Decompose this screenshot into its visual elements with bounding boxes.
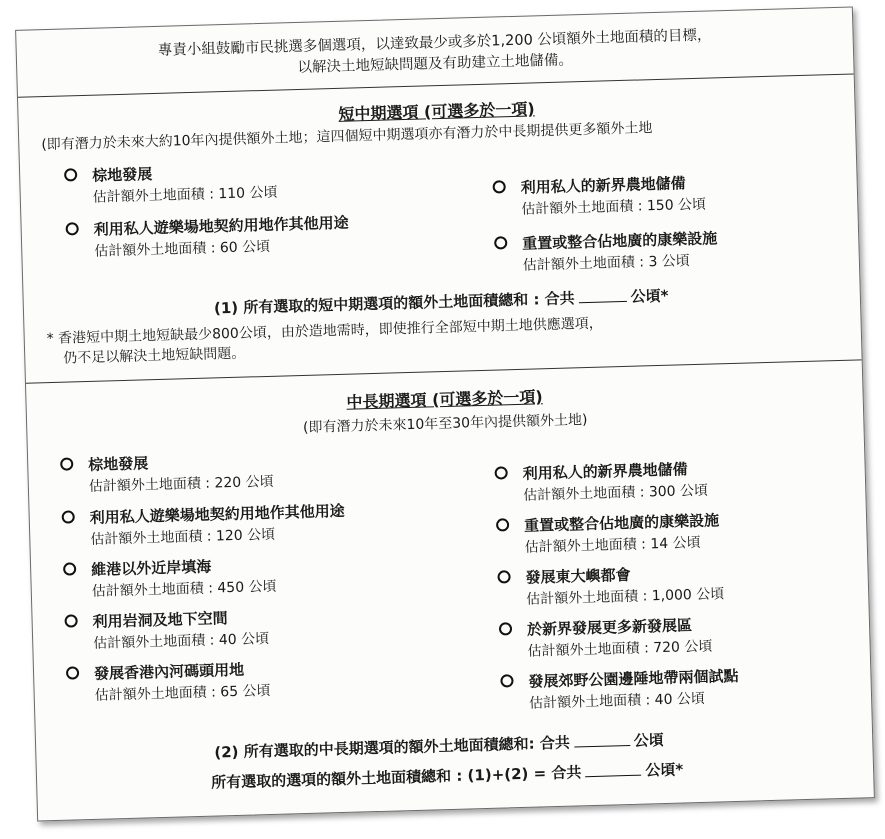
short-term-total bbox=[214, 285, 669, 319]
short-option-3[interactable] bbox=[492, 166, 874, 218]
long-term-heading: 中長期選項 (可選多於一項) bbox=[346, 387, 543, 412]
option-area: 估計額外土地面積 : 450 公頃 bbox=[91, 578, 277, 600]
long-option-5[interactable] bbox=[66, 653, 466, 704]
long-option-10[interactable] bbox=[500, 660, 875, 712]
short-term-total-blank[interactable] bbox=[578, 287, 626, 303]
long-option-1[interactable] bbox=[60, 444, 460, 495]
long-option-2[interactable] bbox=[61, 497, 461, 548]
long-option-3[interactable] bbox=[63, 549, 463, 600]
long-term-total bbox=[214, 729, 664, 763]
option-area: 估計額外土地面積 : 65 公頃 bbox=[94, 682, 271, 704]
grand-total-unit: 公頃* bbox=[645, 760, 684, 780]
short-term-subheading: (即有潛力於未來大約10年內提供額外土地；這四個短中期選項亦有潛力於中長期提供更多額外土地 bbox=[41, 120, 653, 154]
option-area: 估計額外土地面積 : 14 公頃 bbox=[524, 534, 701, 556]
radio-circle-icon[interactable] bbox=[66, 666, 79, 679]
short-term-note-line-1: * 香港短中期土地短缺最少800公頃，由於造地需時，即使推行全部短中期土地供應選項， bbox=[46, 315, 603, 348]
option-area: 估計額外土地面積 : 40 公頃 bbox=[528, 690, 706, 712]
radio-circle-icon[interactable] bbox=[64, 614, 77, 627]
radio-circle-icon[interactable] bbox=[493, 180, 506, 193]
short-term-note-line-2: 仍不足以解決土地短缺問題。 bbox=[63, 345, 246, 367]
radio-circle-icon[interactable] bbox=[499, 622, 512, 635]
short-option-4[interactable] bbox=[494, 222, 875, 274]
grand-total bbox=[211, 758, 684, 792]
form-sheet bbox=[15, 6, 875, 821]
option-area: 估計額外土地面積 : 1,000 公頃 bbox=[525, 586, 725, 608]
option-area: 估計額外土地面積 : 150 公頃 bbox=[521, 196, 707, 218]
grand-total-label: 所有選取的選項的額外土地面積總和 : (1)+(2) = 合共 bbox=[210, 763, 582, 792]
radio-circle-icon[interactable] bbox=[500, 674, 513, 687]
option-name: 重置或整合佔地廣的康樂設施 bbox=[522, 229, 718, 253]
option-name: 發展郊野公園邊陲地帶兩個試點 bbox=[528, 666, 739, 691]
option-area: 估計額外土地面積 : 720 公頃 bbox=[527, 638, 713, 660]
long-option-6[interactable] bbox=[494, 452, 874, 504]
radio-circle-icon[interactable] bbox=[496, 518, 509, 531]
option-name: 利用私人的新界農地儲備 bbox=[522, 460, 688, 483]
option-name: 發展東大嶼都會 bbox=[525, 565, 631, 587]
long-term-total-blank[interactable] bbox=[574, 731, 630, 748]
option-name: 利用私人遊樂場地契約用地作其他用途 bbox=[89, 501, 345, 527]
option-name: 於新界發展更多新發展區 bbox=[526, 616, 693, 639]
option-name: 利用私人遊樂場地契約用地作其他用途 bbox=[93, 213, 349, 239]
radio-circle-icon[interactable] bbox=[494, 466, 507, 479]
long-term-total-unit: 公頃 bbox=[633, 731, 665, 750]
option-name: 維港以外近岸填海 bbox=[90, 557, 212, 579]
option-name: 重置或整合佔地廣的康樂設施 bbox=[523, 511, 720, 535]
radio-circle-icon[interactable] bbox=[497, 570, 510, 583]
option-name: 利用岩洞及地下空間 bbox=[92, 609, 228, 631]
option-name: 棕地發展 bbox=[88, 454, 149, 474]
option-area: 估計額外土地面積 : 300 公頃 bbox=[523, 482, 709, 504]
radio-circle-icon[interactable] bbox=[63, 562, 76, 575]
long-term-total-label: (2) 所有選取的中長期選項的額外土地面積總和: 合共 bbox=[214, 733, 571, 762]
radio-circle-icon[interactable] bbox=[62, 510, 75, 523]
long-option-9[interactable] bbox=[499, 608, 875, 660]
short-term-total-label: (1) 所有選取的短中期選項的額外土地面積總和 : 合共 bbox=[213, 289, 575, 318]
option-area: 估計額外土地面積 : 110 公頃 bbox=[92, 184, 278, 206]
option-area: 估計額外土地面積 : 120 公頃 bbox=[90, 526, 276, 548]
long-term-subheading: (即有潛力於未來10年至30年內提供額外土地) bbox=[302, 412, 588, 436]
grand-total-blank[interactable] bbox=[585, 761, 641, 778]
long-option-8[interactable] bbox=[497, 556, 875, 608]
long-option-4[interactable] bbox=[64, 601, 464, 652]
option-area: 估計額外土地面積 : 220 公頃 bbox=[88, 473, 274, 495]
long-option-7[interactable] bbox=[496, 504, 875, 556]
option-area: 估計額外土地面積 : 3 公頃 bbox=[522, 253, 691, 274]
short-term-total-unit: 公頃* bbox=[630, 286, 669, 306]
short-term-heading: 短中期選項 (可選多於一項) bbox=[338, 99, 535, 124]
option-area: 估計額外土地面積 : 40 公頃 bbox=[93, 631, 270, 652]
short-option-1[interactable] bbox=[64, 154, 464, 206]
option-area: 估計額外土地面積 : 60 公頃 bbox=[94, 238, 271, 260]
option-name: 利用私人的新界農地儲備 bbox=[520, 174, 686, 197]
option-name: 發展香港內河碼頭用地 bbox=[93, 660, 245, 683]
option-name: 棕地發展 bbox=[91, 165, 153, 185]
radio-circle-icon[interactable] bbox=[64, 168, 77, 181]
intro-line-1: 專責小組鼓勵市民挑選多個選項，以達致最少或多於1,200 公頃額外土地面積的目標， bbox=[157, 27, 712, 59]
radio-circle-icon[interactable] bbox=[66, 222, 79, 235]
radio-circle-icon[interactable] bbox=[60, 457, 73, 470]
intro-line-2: 以解決土地短缺問題及有助建立土地儲備。 bbox=[297, 52, 574, 76]
radio-circle-icon[interactable] bbox=[494, 236, 507, 249]
short-option-2[interactable] bbox=[65, 208, 465, 260]
